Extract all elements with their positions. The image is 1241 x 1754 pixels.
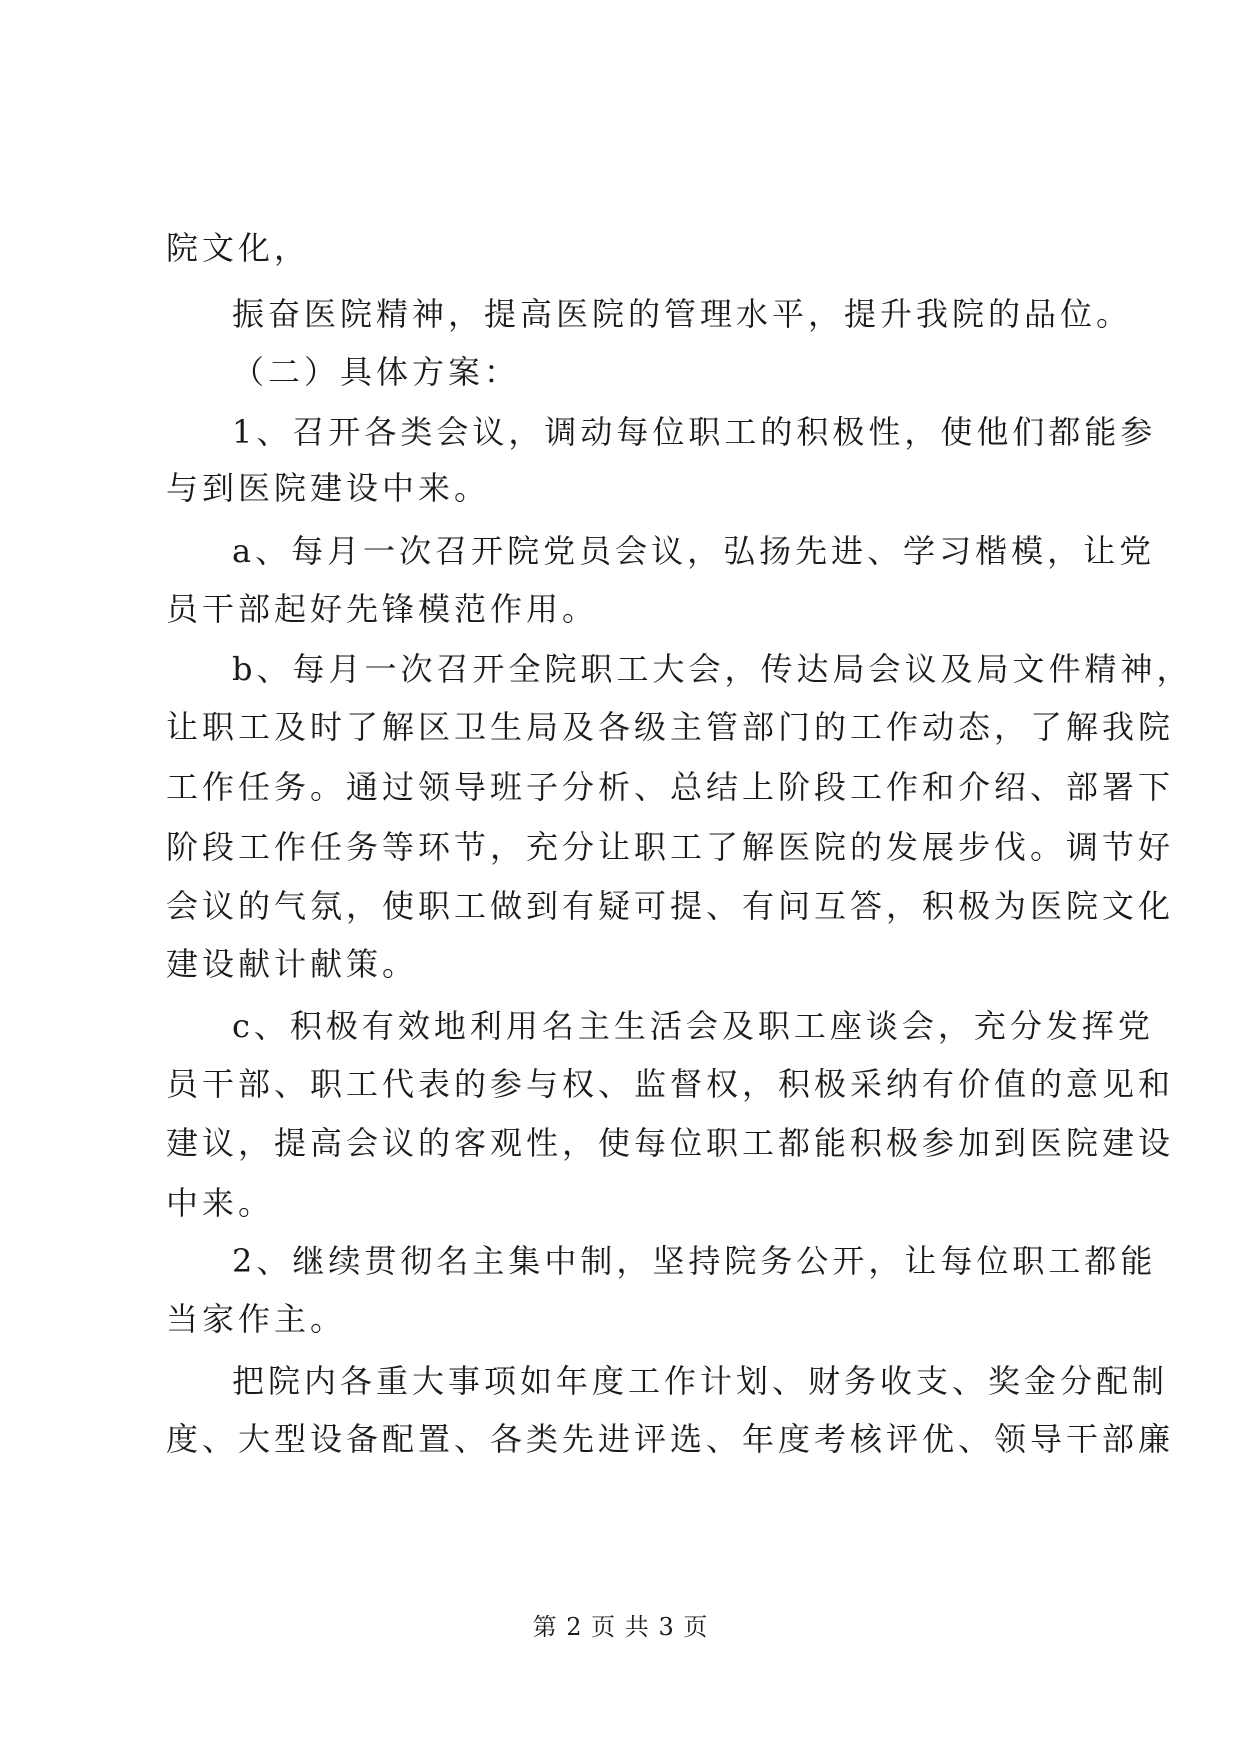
text-line: 当家作主。 [166,1300,347,1338]
text-line: 院文化， [166,229,311,267]
text-line: c、积极有效地利用名主生活会及职工座谈会，充分发挥党 [232,1007,1154,1045]
text-line: 阶段工作任务等环节，充分让职工了解医院的发展步伐。调节好 [166,828,1175,866]
text-line: 员干部起好先锋模范作用。 [166,590,599,628]
text-line: 振奋医院精神，提高医院的管理水平，提升我院的品位。 [232,295,1133,333]
page-number-footer: 第 2 页 共 3 页 [532,1613,709,1641]
text-line: b、每月一次召开全院职工大会，传达局会议及局文件精神， [232,650,1193,688]
text-line: 度、大型设备配置、各类先进评选、年度考核评优、领导干部廉 [166,1420,1175,1458]
text-line: 中来。 [166,1184,275,1222]
text-line: 1、召开各类会议，调动每位职工的积极性，使他们都能参 [232,413,1157,451]
text-line: 建议，提高会议的客观性，使每位职工都能积极参加到医院建设 [166,1124,1175,1162]
text-line: a、每月一次召开院党员会议，弘扬先进、学习楷模，让党 [232,532,1156,570]
text-line: 与到医院建设中来。 [166,469,491,507]
text-line: 把院内各重大事项如年度工作计划、财务收支、奖金分配制 [232,1362,1169,1400]
text-line: 让职工及时了解区卫生局及各级主管部门的工作动态，了解我院 [166,708,1175,746]
text-line: 员干部、职工代表的参与权、监督权，积极采纳有价值的意见和 [166,1065,1175,1103]
text-line: 建设献计献策。 [166,945,419,983]
text-line: 会议的气氛，使职工做到有疑可提、有问互答，积极为医院文化 [166,887,1175,925]
text-line: （二）具体方案： [232,353,521,391]
text-line: 2、继续贯彻名主集中制，坚持院务公开，让每位职工都能 [232,1242,1157,1280]
text-line: 工作任务。通过领导班子分析、总结上阶段工作和介绍、部署下 [166,768,1175,806]
